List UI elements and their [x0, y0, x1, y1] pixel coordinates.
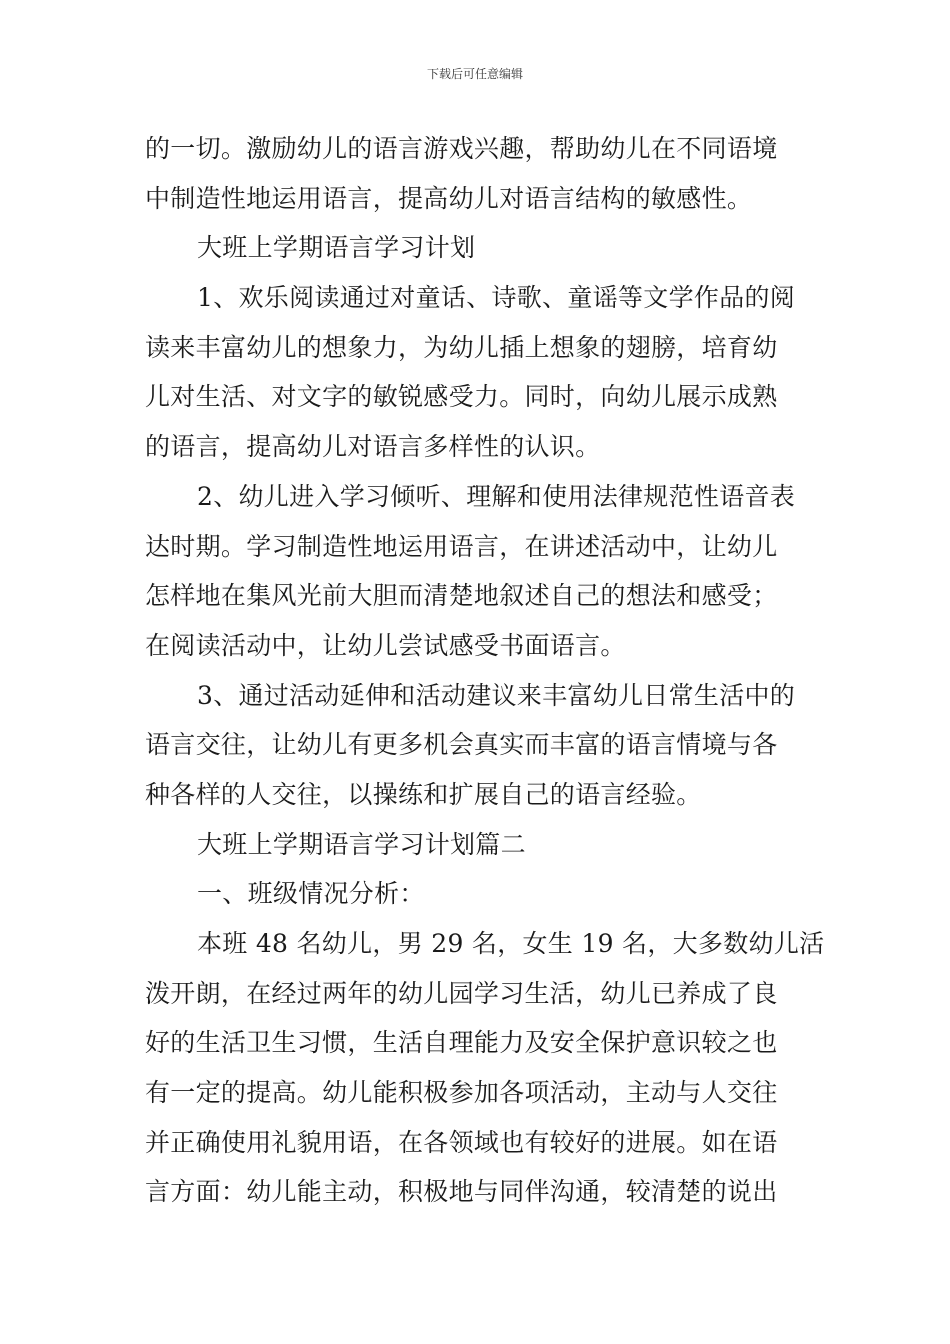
- text-line: 的一切。激励幼儿的语言游戏兴趣，帮助幼儿在不同语境: [145, 134, 778, 163]
- text-line: 本班 48 名幼儿，男 29 名，女生 19 名，大多数幼儿活: [197, 929, 825, 958]
- text-line: 达时期。学习制造性地运用语言，在讲述活动中，让幼儿: [145, 531, 778, 561]
- page-header: 下载后可任意编辑: [426, 67, 523, 81]
- text-line: 的语言，提高幼儿对语言多样性的认识。: [145, 432, 601, 462]
- text-line: 并正确使用礼貌用语，在各领域也有较好的进展。如在语: [145, 1127, 778, 1157]
- text-line: 一、班级情况分析：: [197, 879, 425, 909]
- text-line: 有一定的提高。幼儿能积极参加各项活动，主动与人交往: [145, 1078, 778, 1108]
- text-line: 大班上学期语言学习计划篇二: [197, 829, 526, 859]
- text-line: 种各样的人交往，以操练和扩展自己的语言经验。: [145, 779, 702, 809]
- text-line: 2、幼儿进入学习倾听、理解和使用法律规范性语音表: [197, 481, 796, 511]
- text-line: 读来丰富幼儿的想象力，为幼儿插上想象的翅膀，培育幼: [145, 332, 778, 362]
- text-line: 3、通过活动延伸和活动建议来丰富幼儿日常生活中的: [197, 680, 796, 710]
- text-line: 语言交往，让幼儿有更多机会真实而丰富的语言情境与各: [145, 730, 778, 760]
- text-line: 大班上学期语言学习计划: [197, 233, 476, 263]
- text-line: 在阅读活动中，让幼儿尝试感受书面语言。: [145, 630, 626, 660]
- text-line: 1、欢乐阅读通过对童话、诗歌、童谣等文学作品的阅: [197, 283, 796, 313]
- text-line: 中制造性地运用语言，提高幼儿对语言结构的敏感性。: [145, 183, 753, 213]
- text-line: 好的生活卫生习惯，生活自理能力及安全保护意识较之也: [145, 1028, 778, 1058]
- document-body: [145, 124, 825, 1217]
- text-line: 儿对生活、对文字的敏锐感受力。同时，向幼儿展示成熟: [145, 382, 778, 412]
- text-line: 泼开朗，在经过两年的幼儿园学习生活，幼儿已养成了良: [145, 978, 778, 1008]
- text-line: 怎样地在集风光前大胆而清楚地叙述自己的想法和感受；: [145, 581, 778, 611]
- text-line: 言方面：幼儿能主动，积极地与同伴沟通，较清楚的说出: [145, 1177, 778, 1207]
